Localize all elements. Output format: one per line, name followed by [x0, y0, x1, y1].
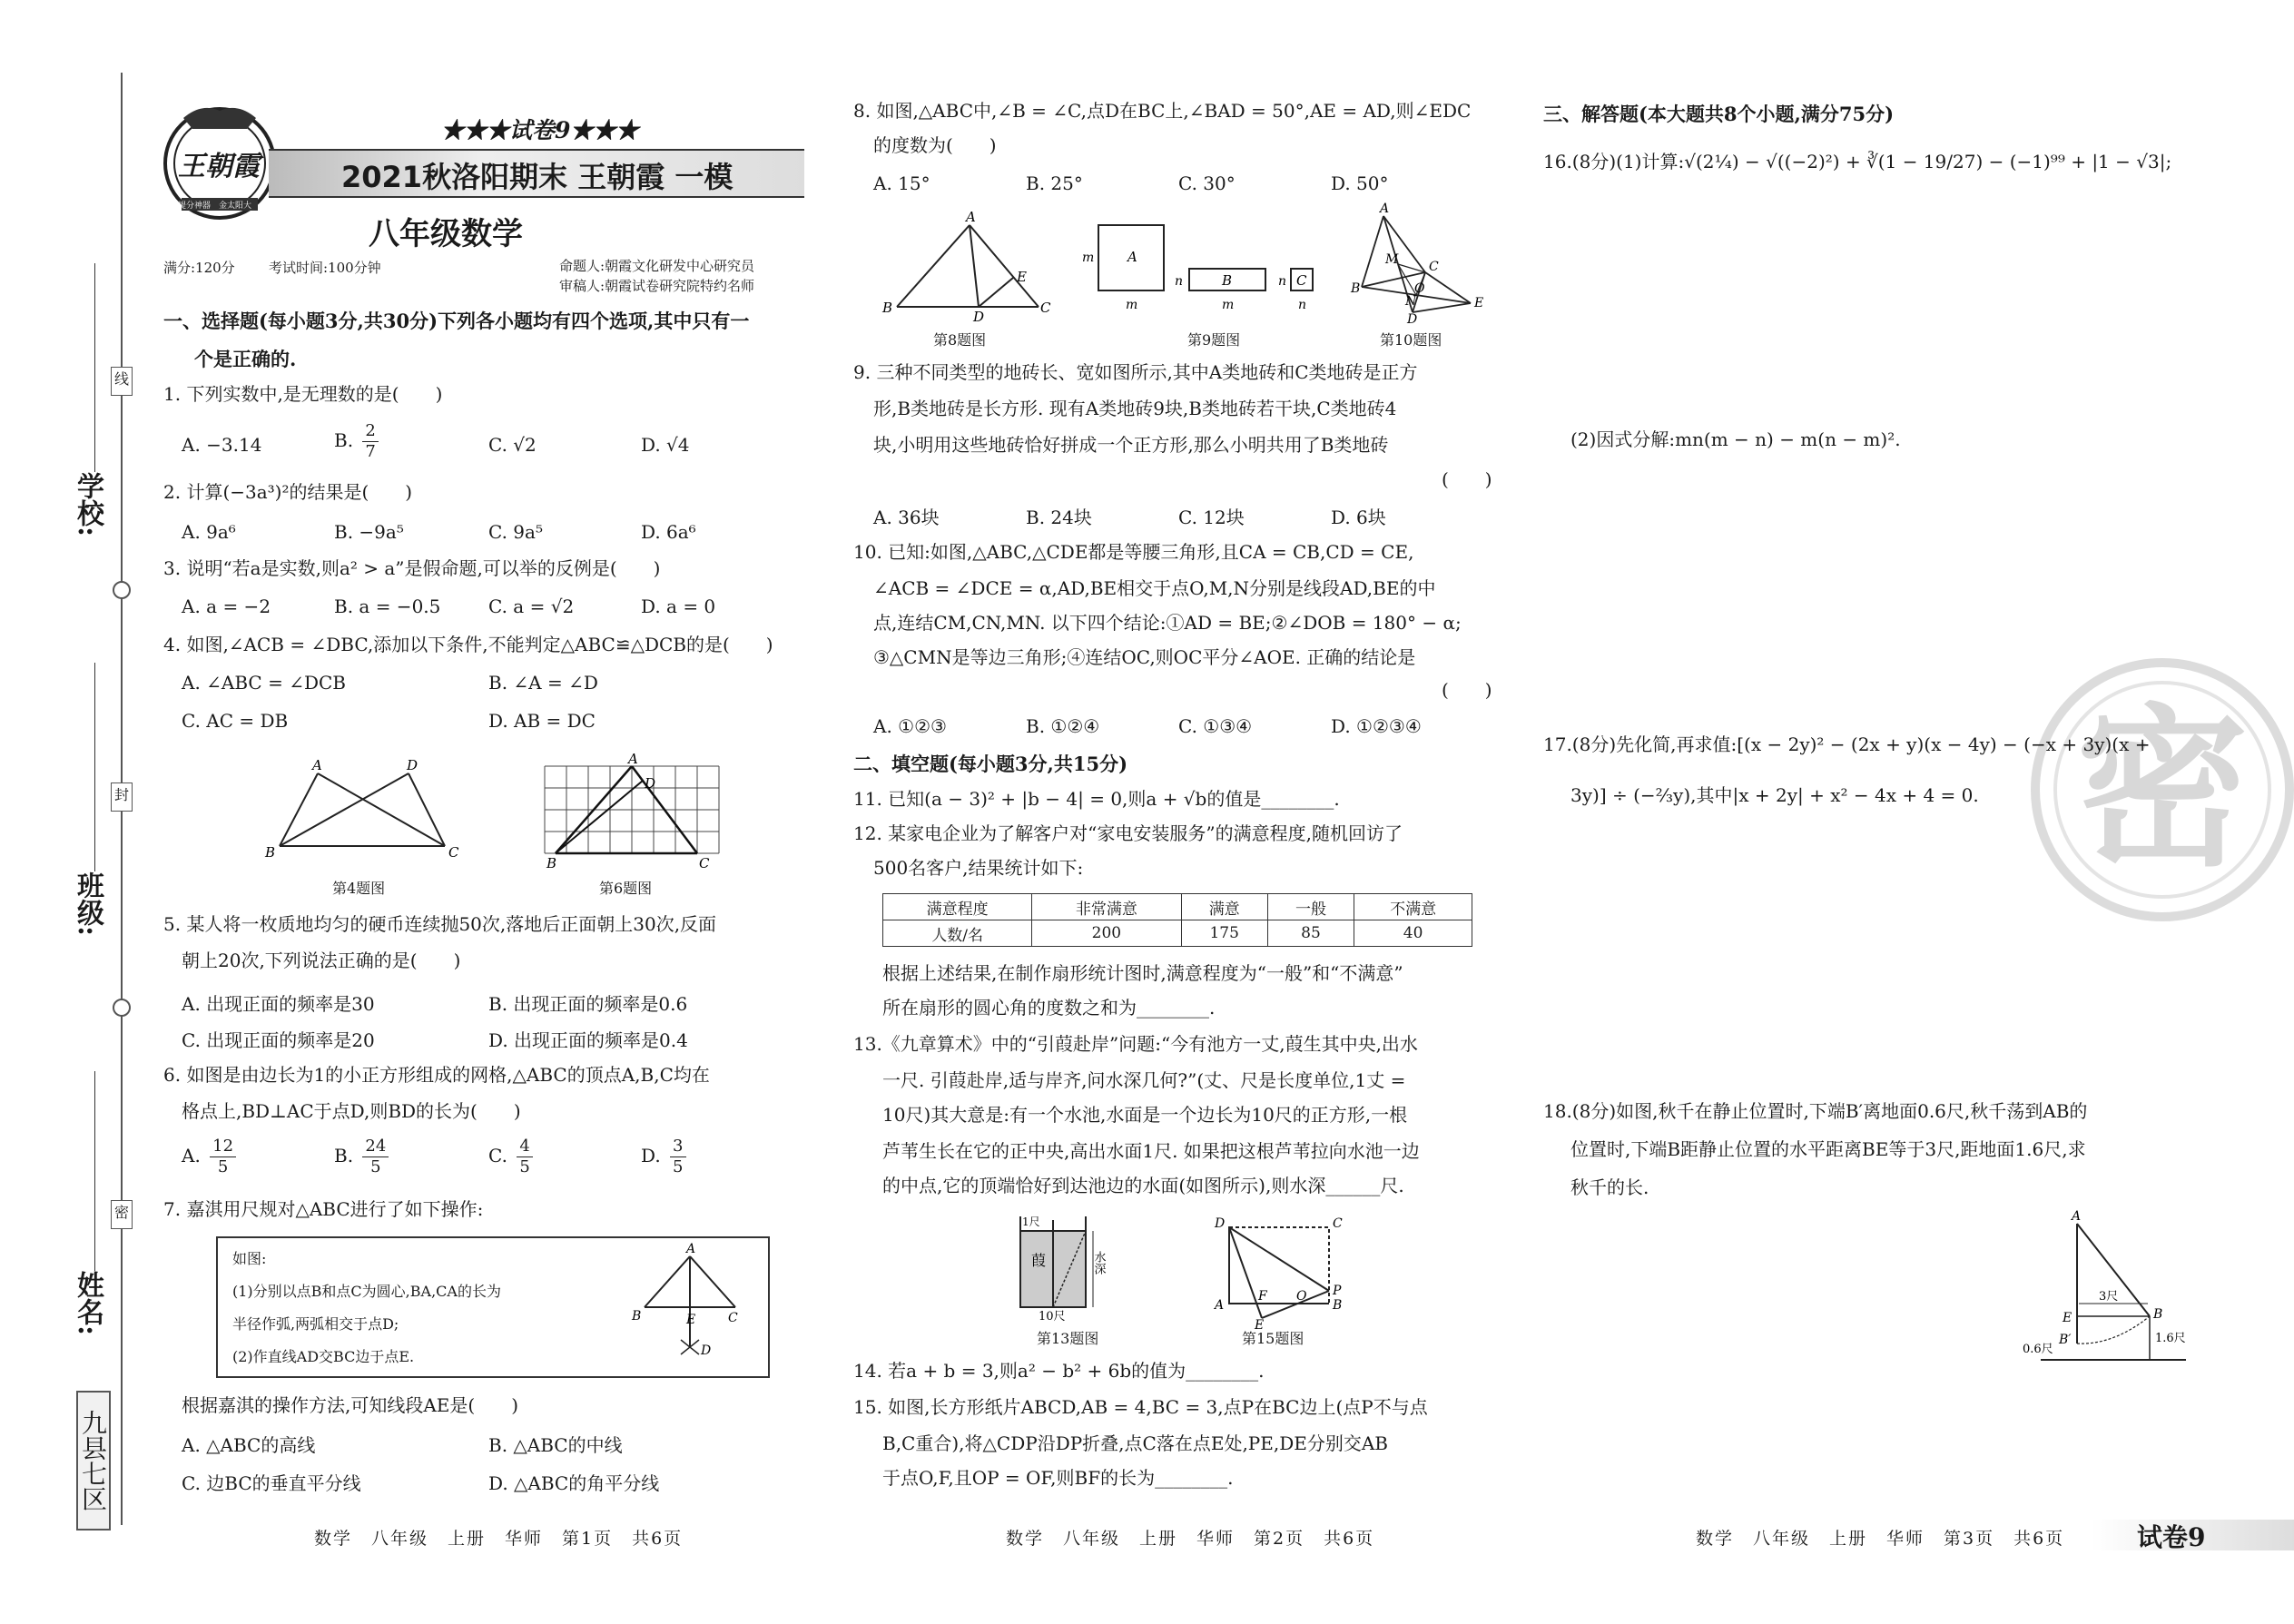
q12-line4: 所在扇形的圆心角的度数之和为________. [882, 997, 1216, 1019]
fig15-label-o: O [1296, 1289, 1307, 1304]
fig15-label-b: B [1333, 1298, 1343, 1313]
figure-6 [537, 751, 730, 871]
fig10-label-d: D [1407, 312, 1418, 327]
name-line [94, 1071, 95, 1271]
fig8-label-c: C [1040, 300, 1051, 316]
q5-option-d: D. 出现正面的频率是0.4 [488, 1029, 688, 1051]
table-cell: 175 [1181, 920, 1267, 947]
fig18-dim-06: 0.6尺 [2023, 1343, 2053, 1356]
seal-mark-seal: 封 [111, 782, 133, 812]
table-cell: 200 [1032, 920, 1181, 947]
q2-option-d: D. 6a⁶ [641, 521, 696, 543]
q1-option-a: A. −3.14 [182, 434, 262, 456]
fig4-label-c: C [448, 844, 459, 861]
watermark-text: 密 [2075, 687, 2250, 890]
q3-option-d: D. a = 0 [641, 595, 716, 617]
q5-line1: 5. 某人将一枚质地均匀的硬币连续抛50次,落地后正面朝上30次,反面 [163, 913, 717, 935]
fig15-label-p: P [1333, 1284, 1342, 1298]
q5-option-a: A. 出现正面的频率是30 [182, 993, 375, 1015]
q8-option-c: C. 30° [1178, 172, 1236, 194]
fig7-label-a: A [686, 1242, 696, 1256]
footer-tag: 试卷9 [2137, 1522, 2206, 1552]
fig8-caption: 第8题图 [933, 331, 987, 349]
q1-option-c: C. √2 [488, 434, 537, 456]
q7-box-line4: (2)作直线AD交BC边于点E. [232, 1348, 415, 1365]
q12-line1: 12. 某家电企业为了解客户对“家电安装服务”的满意程度,随机回访了 [853, 822, 1403, 844]
fig15-caption: 第15题图 [1242, 1330, 1305, 1347]
fig10-label-e: E [1474, 296, 1484, 310]
q10-line1: 10. 已知:如图,△ABC,△CDE都是等腰三角形,且CA = CB,CD = CE, [853, 541, 1414, 563]
fig9-label-c: C [1296, 272, 1307, 289]
figure-9 [1077, 221, 1331, 321]
q9-line3: 块,小明用这些地砖恰好拼成一个正方形,那么小明共用了B类地砖 [873, 434, 1389, 456]
table-header-cell: 非常满意 [1032, 894, 1181, 920]
figure-10 [1351, 202, 1496, 327]
q9-option-d: D. 6块 [1331, 507, 1386, 528]
q11-stem: 11. 已知(a − 3)² + |b − 4| = 0,则a + √b的值是________. [853, 788, 1340, 810]
fig8-label-b: B [882, 300, 893, 316]
fig10-label-c: C [1429, 260, 1439, 274]
q1-stem: 1. 下列实数中,是无理数的是( ) [163, 383, 443, 405]
table-cell: 40 [1354, 920, 1472, 947]
q3-option-a: A. a = −2 [182, 595, 271, 617]
q12-line2: 500名客户,结果统计如下: [873, 857, 1084, 879]
q18-line3: 秋千的长. [1570, 1176, 1649, 1198]
fig10-label-n: N [1405, 294, 1417, 309]
q16-part2: (2)因式分解:mn(m − n) − m(n − m)². [1570, 428, 1901, 450]
fig8-label-d: D [973, 309, 985, 325]
school-line [94, 263, 95, 472]
q7-option-c: C. 边BC的垂直平分线 [182, 1472, 361, 1494]
table-cell: 85 [1267, 920, 1354, 947]
q9-option-a: A. 36块 [873, 507, 940, 528]
q4-stem: 4. 如图,∠ACB = ∠DBC,添加以下条件,不能判定△ABC≌△DCB的是( ) [163, 634, 773, 655]
q2-option-a: A. 9a⁶ [182, 521, 236, 543]
q15-line3: 于点O,F,且OP = OF,则BF的长为________. [882, 1467, 1234, 1489]
q2-stem: 2. 计算(−3a³)²的结果是( ) [163, 481, 413, 503]
figure-18 [2004, 1209, 2195, 1371]
q1-option-b: B. $\frac{2}{7}$ [334, 421, 379, 462]
fig10-label-b: B [1351, 281, 1361, 296]
setter: 命题人:朝霞文化研发中心研究员 [559, 258, 755, 274]
table-header-cell: 一般 [1267, 894, 1354, 920]
q7-option-b: B. △ABC的中线 [488, 1434, 623, 1456]
seal-mark-secret: 密 [111, 1200, 133, 1229]
logo-text: 王朝霞 [178, 151, 260, 182]
q9-line1: 9. 三种不同类型的地砖长、宽如图所示,其中A类地砖和C类地砖是正方 [853, 361, 1418, 383]
full-score: 满分:120分 [163, 260, 235, 276]
q18-line1: 18.(8分)如图,秋千在静止位置时,下端B′离地面0.6尺,秋千荡到AB的 [1543, 1100, 2088, 1122]
fig6-label-b: B [546, 855, 557, 871]
q6-option-b: B. $\frac{24}{5}$ [334, 1137, 389, 1177]
fig9-label-m3: m [1222, 298, 1235, 312]
fig15-label-a: A [1215, 1298, 1225, 1313]
figure-15 [1211, 1215, 1347, 1333]
figure-7 [630, 1242, 748, 1365]
section1-title-cont: 个是正确的. [194, 348, 297, 370]
q7-box-line2: (1)分别以点B和点C为圆心,BA,CA的长为 [232, 1283, 501, 1300]
q14-stem: 14. 若a + b = 3,则a² − b² + 6b的值为________. [853, 1360, 1265, 1382]
fig7-label-c: C [728, 1311, 738, 1325]
logo-sub: 提分神器 金太阳大 [178, 202, 252, 211]
fig10-label-m: M [1385, 252, 1399, 267]
q5-option-c: C. 出现正面的频率是20 [182, 1029, 375, 1051]
q3-option-c: C. a = √2 [488, 595, 575, 617]
fig7-label-b: B [632, 1309, 642, 1324]
fig6-label-c: C [699, 855, 710, 871]
section1-title: 一、选择题(每小题3分,共30分)下列各小题均有四个选项,其中只有一 [163, 310, 750, 332]
q6-line2: 格点上,BD⊥AC于点D,则BD的长为( ) [182, 1100, 521, 1122]
fig13-bottom-label: 10尺 [1039, 1310, 1066, 1324]
q13-line5: 的中点,它的顶端恰好到达池边的水面(如图所示),则水深______尺. [882, 1175, 1404, 1196]
q8-option-d: D. 50° [1331, 172, 1389, 194]
q12-line3: 根据上述结果,在制作扇形统计图时,满意程度为“一般”和“不满意” [882, 962, 1403, 984]
page-footer-2: 数学 八年级 上册 华师 第2页 共6页 [1006, 1529, 1375, 1549]
fig15-label-f: F [1258, 1289, 1267, 1304]
fig4-caption: 第4题图 [332, 880, 386, 897]
fig6-label-a: A [628, 751, 638, 767]
fig9-caption: 第9题图 [1187, 331, 1241, 349]
q10-option-b: B. ①②④ [1026, 715, 1100, 737]
table-header-cell: 不满意 [1354, 894, 1472, 920]
fig6-label-d: D [645, 775, 656, 792]
fig10-label-o: O [1414, 281, 1425, 296]
fig4-label-b: B [265, 844, 276, 861]
q7-stem: 7. 嘉淇用尺规对△ABC进行了如下操作: [163, 1198, 484, 1220]
figure-4 [263, 757, 472, 862]
q10-option-a: A. ①②③ [873, 715, 947, 737]
q6-option-a: A. $\frac{12}{5}$ [182, 1137, 236, 1177]
fig13-water-label: 水深 [1091, 1251, 1106, 1275]
q8-line1: 8. 如图,△ABC中,∠B = ∠C,点D在BC上,∠BAD = 50°,AE = AD,则∠EDC [853, 100, 1472, 122]
figure-8 [882, 209, 1060, 325]
fig18-dim-3: 3尺 [2099, 1290, 2119, 1304]
table-header-row [883, 894, 1472, 920]
q16-part1: 16.(8分)(1)计算:√(2¼) − √((−2)²) + ∛(1 − 19/27) − (−1)⁹⁹ + |1 − √3|; [1543, 151, 2172, 172]
section3-title: 三、解答题(本大题共8个小题,满分75分) [1543, 103, 1895, 125]
fig18-label-e: E [2063, 1311, 2072, 1325]
q2-option-c: C. 9a⁵ [488, 521, 543, 543]
q13-line3: 10尺)其大意是:有一个水池,水面是一个边长为10尺的正方形,一根 [882, 1104, 1408, 1126]
fig18-dim-16: 1.6尺 [2155, 1332, 2186, 1345]
q9-option-c: C. 12块 [1178, 507, 1245, 528]
q7-option-a: A. △ABC的高线 [182, 1434, 316, 1456]
fig15-label-d: D [1215, 1216, 1226, 1231]
fig7-label-e: E [686, 1313, 696, 1327]
q7-option-d: D. △ABC的角平分线 [488, 1472, 660, 1494]
secret-watermark-icon [2026, 654, 2294, 926]
q8-option-a: A. 15° [873, 172, 930, 194]
table-row [883, 920, 1472, 947]
fig8-label-a: A [966, 209, 976, 225]
q4-option-a: A. ∠ABC = ∠DCB [182, 672, 346, 694]
fig18-label-b: B [2153, 1307, 2163, 1322]
q8-option-b: B. 25° [1026, 172, 1083, 194]
fig13-caption: 第13题图 [1037, 1330, 1099, 1347]
q10-option-d: D. ①②③④ [1331, 715, 1422, 737]
fig9-label-n2: n [1278, 274, 1287, 289]
q9-answer-paren: ( ) [1442, 468, 1492, 490]
q17-line1: 17.(8分)先化简,再求值:[(x − 2y)² − (2x + y)(x − 4y) − (−x + 3y)(x + [1543, 733, 2151, 755]
q18-line2: 位置时,下端B距静止位置的水平距离BE等于3尺,距地面1.6尺,求 [1570, 1138, 2086, 1160]
q6-option-c: C. $\frac{4}{5}$ [488, 1137, 533, 1177]
binding-hole-icon [113, 581, 131, 599]
fig13-top-label: 1尺 [1022, 1216, 1040, 1228]
q10-line4: ③△CMN是等边三角形;④连结OC,则OC平分∠AOE. 正确的结论是 [873, 646, 1416, 668]
q13-line1: 13.《九章算术》中的“引葭赴岸”问题:“今有池方一丈,葭生其中央,出水 [853, 1033, 1418, 1055]
fig9-label-a: A [1127, 249, 1137, 265]
q7-box-line3: 半径作弧,两弧相交于点D; [232, 1315, 399, 1333]
q2-option-b: B. −9a⁵ [334, 521, 404, 543]
q10-answer-paren: ( ) [1442, 679, 1492, 701]
exam-title: 2021秋洛阳期末 王朝霞 一模 [341, 160, 733, 194]
q4-option-b: B. ∠A = ∠D [488, 672, 598, 694]
table-header-cell: 满意 [1181, 894, 1267, 920]
fig15-label-e: E [1255, 1318, 1265, 1333]
subject-title: 八年级数学 [369, 216, 523, 252]
q6-option-d: D. $\frac{3}{5}$ [641, 1137, 686, 1177]
q4-option-c: C. AC = DB [182, 710, 289, 732]
q9-option-b: B. 24块 [1026, 507, 1092, 528]
name-label: 姓名: [72, 1271, 103, 1336]
table-cell: 人数/名 [883, 920, 1032, 947]
page-footer-1: 数学 八年级 上册 华师 第1页 共6页 [314, 1529, 684, 1549]
region-badge: 九县七区 [76, 1391, 111, 1530]
class-line [94, 663, 95, 871]
fig18-label-b-prime: B′ [2059, 1333, 2072, 1347]
figure-13 [1008, 1213, 1135, 1322]
q10-line2: ∠ACB = ∠DCE = α,AD,BE相交于点O,M,N分别是线段AD,BE的中 [873, 577, 1436, 599]
q6-line1: 6. 如图是由边长为1的小正方形组成的网格,△ABC的顶点A,B,C均在 [163, 1064, 710, 1086]
q5-line2: 朝上20次,下列说法正确的是( ) [182, 950, 461, 971]
q5-option-b: B. 出现正面的频率是0.6 [488, 993, 688, 1015]
q7-box-line1: 如图: [232, 1250, 267, 1267]
fig18-label-a: A [2072, 1209, 2082, 1224]
q13-line4: 芦苇生长在它的正中央,高出水面1尺. 如果把这根芦苇拉向水池一边 [882, 1140, 1420, 1162]
fig10-label-a: A [1380, 202, 1390, 216]
reviewer: 审稿人:朝霞试卷研究院特约名师 [559, 278, 755, 294]
q1-option-d: D. √4 [641, 434, 690, 456]
q8-line2: 的度数为( ) [873, 134, 997, 156]
q17-line2: 3y)] ÷ (−⅔y),其中|x + 2y| + x² − 4x + 4 = 0. [1570, 784, 1979, 806]
q15-line2: B,C重合),将△CDP沿DP折叠,点C落在点E处,PE,DE分别交AB [882, 1432, 1388, 1454]
q10-line3: 点,连结CM,CN,MN. 以下四个结论:①AD = BE;②∠DOB = 180° − α; [873, 612, 1462, 634]
q7-followup: 根据嘉淇的操作方法,可知线段AE是( ) [182, 1394, 519, 1416]
fig9-label-m1: m [1082, 251, 1095, 265]
q3-option-b: B. a = −0.5 [334, 595, 441, 617]
seal-mark-line: 线 [111, 367, 133, 396]
q10-option-c: C. ①③④ [1178, 715, 1253, 737]
section2-title: 二、填空题(每小题3分,共15分) [853, 753, 1128, 775]
class-label: 班级: [72, 871, 103, 937]
q3-stem: 3. 说明“若a是实数,则a² > a”是假命题,可以举的反例是( ) [163, 557, 661, 579]
fig4-label-d: D [407, 757, 418, 773]
fig4-label-a: A [312, 757, 322, 773]
paper-number: ★★★试卷9★★★ [441, 117, 639, 143]
fig9-label-n3: n [1298, 298, 1307, 312]
fig6-caption: 第6题图 [599, 880, 653, 897]
table-header-cell: 满意程度 [883, 894, 1032, 920]
binding-hole-icon [113, 999, 131, 1017]
fig10-caption: 第10题图 [1380, 331, 1442, 349]
fig7-label-d: D [701, 1343, 712, 1358]
school-label: 学校: [72, 472, 103, 537]
fig9-label-m2: m [1126, 298, 1138, 312]
page-footer-3: 数学 八年级 上册 华师 第3页 共6页 [1696, 1529, 2065, 1549]
fig15-label-c: C [1333, 1216, 1343, 1231]
satisfaction-table [882, 893, 1472, 947]
fig13-reed-label: 葭 [1031, 1252, 1047, 1269]
fig8-label-e: E [1017, 269, 1027, 285]
q15-line1: 15. 如图,长方形纸片ABCD,AB = 4,BC = 3,点P在BC边上(点P不与点 [853, 1396, 1428, 1418]
q9-line2: 形,B类地砖是长方形. 现有A类地砖9块,B类地砖若干块,C类地砖4 [873, 398, 1397, 419]
fig9-label-n1: n [1175, 274, 1184, 289]
exam-time: 考试时间:100分钟 [269, 260, 381, 276]
q13-line2: 一尺. 引葭赴岸,适与岸齐,问水深几何?”(丈、尺是长度单位,1丈 = [882, 1069, 1406, 1091]
fig9-label-b: B [1222, 272, 1233, 289]
q4-option-d: D. AB = DC [488, 710, 596, 732]
